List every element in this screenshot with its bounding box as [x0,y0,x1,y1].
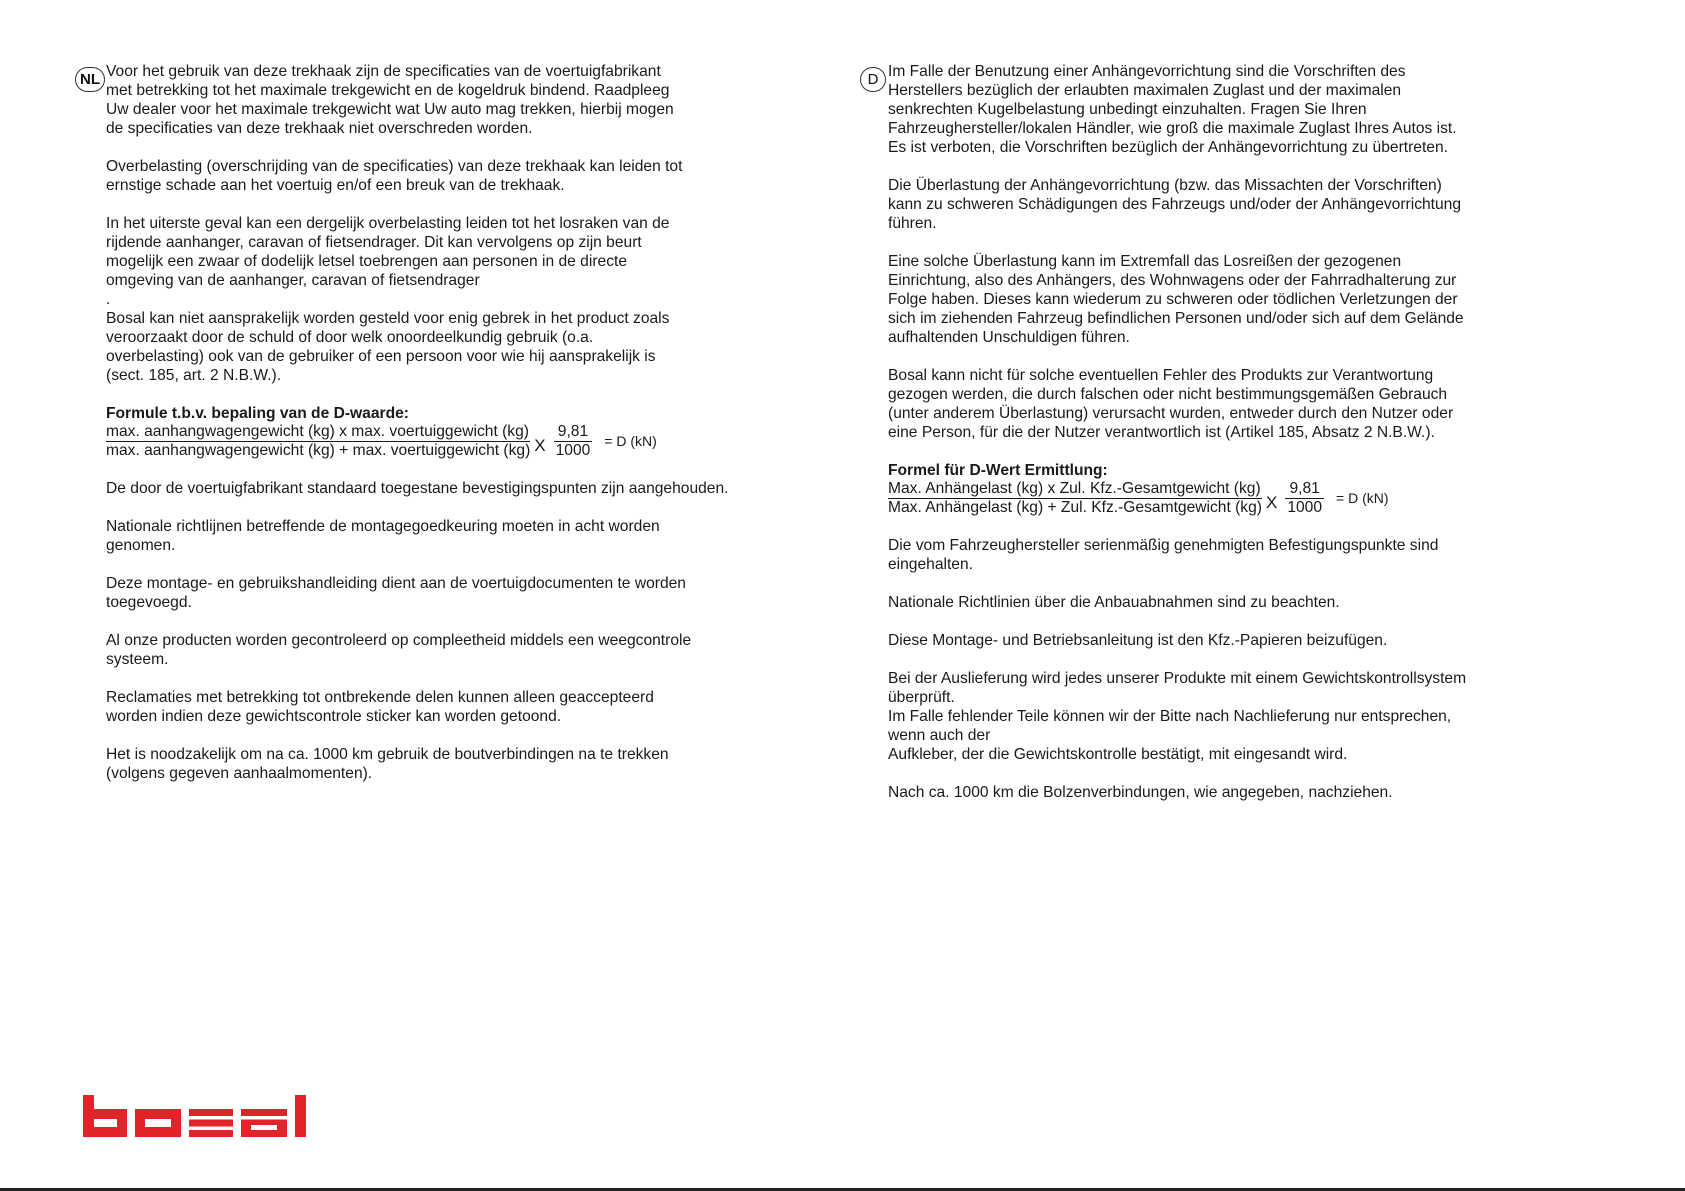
factor-denominator: 1000 [1287,499,1323,516]
paragraph: Al onze producten worden gecontroleerd op compleetheid middels een weegcontrole systeem. [106,632,692,668]
formula-numerator: Max. Anhängelast (kg) x Zul. Kfz.-Gesamtgewicht (kg) [888,480,1261,497]
formula-numerator: max. aanhangwagengewicht (kg) x max. voertuiggewicht (kg) [106,423,529,440]
paragraph: De door de voertuigfabrikant standaard toegestane bevestigingspunten zijn aangehouden. [106,480,729,497]
paragraph: Deze montage- en gebruikshandleiding dient aan de voertuigdocumenten te worden toegevoegd. [106,575,686,611]
paragraph: Het is noodzakelijk om na ca. 1000 km gebruik de boutverbindingen na te trekken (volgens gegeven aanhaalmomenten). [106,746,669,782]
paragraph: Bosal kann nicht für solche eventuellen Fehler des Produkts zur Verantwortung gezogen werden, die durch falschen oder nicht bestimmungsgemäßen Gebrauch (unter anderem Überlastung) verursacht wurden, entweder durch den Nutzer oder eine Person, für die der Nutzer verantwortlich ist (Artikel 185, Absatz 2 N.B.W.). [888,367,1454,441]
formula-title: Formule t.b.v. bepaling van de D-waarde: [106,405,409,422]
factor-fraction [1283,480,1326,517]
factor-numerator: 9,81 [554,423,592,442]
language-badge-de: D [860,67,886,92]
d-value-formula [888,480,1528,517]
paragraph: Eine solche Überlastung kann im Extremfall das Losreißen der gezogenen Einrichtung, also des Anhängers, des Wohnwagens oder der Fahrradhalterung zur Folge haben. Dieses kann wiederum zu schweren oder tödlichen Verletzungen der sich im ziehenden Fahrzeug befindlichen Personen und/oder sich auf dem Gelände aufhaltenden Unschuldigen führen. [888,253,1464,346]
multiply-sign: X [1265,493,1278,512]
d-value-formula [106,423,786,460]
paragraph: Nach ca. 1000 km die Bolzenverbindungen, wie angegeben, nachziehen. [888,784,1393,801]
paragraph: In het uiterste geval kan een dergelijk overbelasting leiden tot het losraken van de rijdende aanhanger, caravan of fietsendrager. Dit kan vervolgens op zijn beurt mogelijk een zwaar of dodelijk letsel toebrengen aan personen in de directe omgeving van de aanhanger, caravan of fietsendrager . Bosal kan niet aansprakelijk worden gesteld voor enig gebrek in het product zoals veroorzaakt door de schuld of door welk onoordeelkundig gebruik (o.a. overbelasting) ook van de gebruiker of een persoon voor wie hij aansprakelijk is (sect. 185, art. 2 N.B.W.). [106,215,670,384]
paragraph: Nationale richtlijnen betreffende de montagegoedkeuring moeten in acht worden genomen. [106,518,660,554]
language-badge-nl: NL [75,67,105,92]
paragraph: Die vom Fahrzeughersteller serienmäßig genehmigten Befestigungspunkte sind eingehalten. [888,537,1439,573]
formula-denominator: Max. Anhängelast (kg) + Zul. Kfz.-Gesamtgewicht (kg) [888,499,1262,516]
formula-result: = D (kN) [604,433,657,449]
formula-fraction [106,423,530,460]
dutch-section [106,62,786,802]
formula-denominator: max. aanhangwagengewicht (kg) + max. voertuiggewicht (kg) [106,442,531,459]
bosal-logo [83,1095,335,1137]
paragraph: Im Falle der Benutzung einer Anhängevorrichtung sind die Vorschriften des Herstellers bezüglich der erlaubten maximalen Zuglast und der maximalen senkrechten Kugelbelastung unbedingt einzuhalten. Fragen Sie Ihren Fahrzeughersteller/lokalen Händler, wie groß die maximale Zuglast Ihres Autos ist. Es ist verboten, die Vorschriften bezüglich der Anhängevorrichtung zu übertreten. [888,63,1457,156]
formula-fraction [888,480,1262,517]
factor-numerator: 9,81 [1285,480,1323,499]
factor-fraction [552,423,595,460]
paragraph: Bei der Auslieferung wird jedes unserer Produkte mit einem Gewichtskontrollsystem überprüft. Im Falle fehlender Teile können wir der Bitte nach Nachlieferung nur entsprechen, wenn auch der Aufkleber, der die Gewichtskontrolle bestätigt, mit eingesandt wird. [888,670,1467,763]
multiply-sign: X [534,436,546,455]
formula-title: Formel für D-Wert Ermittlung: [888,462,1108,479]
paragraph: Nationale Richtlinien über die Anbauabnahmen sind zu beachten. [888,594,1340,611]
paragraph: Overbelasting (overschrijding van de specificaties) van deze trekhaak kan leiden tot ernstige schade aan het voertuig en/of een breuk van de trekhaak. [106,158,683,194]
paragraph: Die Überlastung der Anhängevorrichtung (bzw. das Missachten der Vorschriften) kann zu schweren Schädigungen des Fahrzeugs und/oder der Anhängevorrichtung führen. [888,177,1462,232]
factor-denominator: 1000 [555,442,591,459]
paragraph: Reclamaties met betrekking tot ontbrekende delen kunnen alleen geaccepteerd worden indien deze gewichtscontrole sticker kan worden getoond. [106,689,654,725]
german-section [888,62,1528,821]
paragraph: Diese Montage- und Betriebsanleitung ist den Kfz.-Papieren beizufügen. [888,632,1388,649]
paragraph: Voor het gebruik van deze trekhaak zijn de specificaties van de voertuigfabrikant met betrekking tot het maximale trekgewicht en de kogeldruk bindend. Raadpleeg Uw dealer voor het maximale trekgewicht wat Uw auto mag trekken, hierbij mogen de specificaties van deze trekhaak niet overschreden worden. [106,63,674,137]
formula-result: = D (kN) [1336,490,1389,506]
